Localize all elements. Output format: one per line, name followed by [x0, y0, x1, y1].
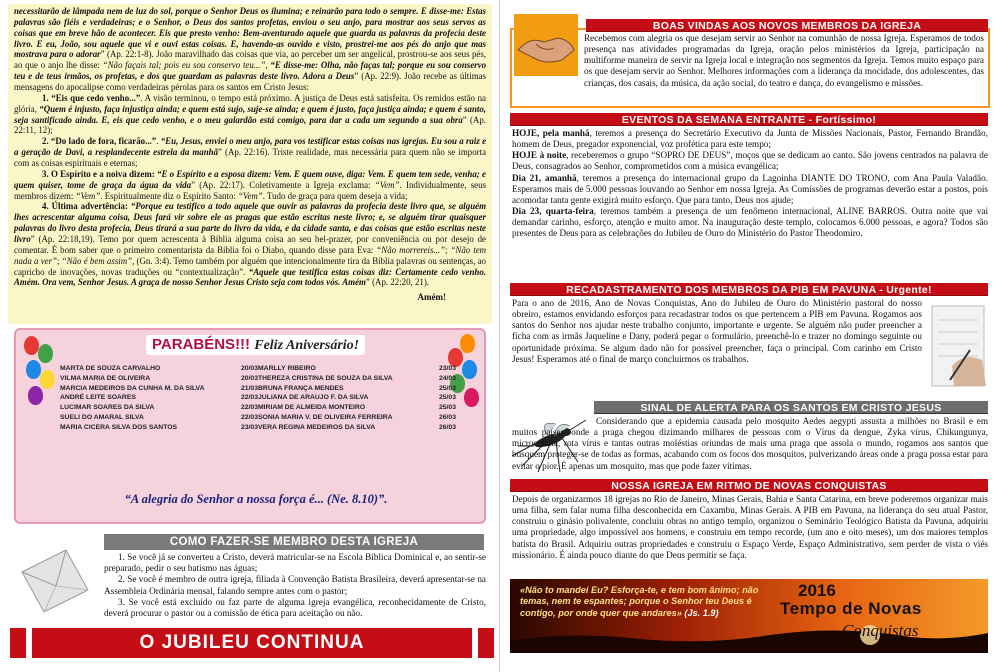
handshake-icon	[514, 14, 578, 76]
birthday-name: MARLLY RIBEIRO	[258, 365, 316, 372]
apocalipse-paragraph-2	[14, 93, 486, 136]
text-run: . A visão terminou, o tempo está próximo. A justiça de Deus está satisfeita. Os remidos estão na glória,	[14, 92, 486, 114]
birthday-row	[258, 374, 456, 384]
birthday-date: 25/03	[438, 384, 456, 392]
text-run: ” (Ap. 22:11, 12);	[14, 114, 486, 136]
birthday-name: JULIANA DE ARAUJO F. DA SILVA	[258, 394, 369, 402]
text-run: “Vem”	[75, 190, 101, 201]
events-body	[512, 128, 988, 280]
birthday-date: 20/03	[240, 365, 258, 372]
text-run: ” (Ap. 22:20, 21).	[365, 277, 430, 288]
birthday-row	[258, 384, 456, 394]
text-run: 1. “Eis que cedo venho...”	[42, 92, 141, 103]
birthday-date: 22/03	[240, 404, 258, 412]
apocalipse-paragraph-5	[14, 201, 486, 288]
apocalipse-paragraph-4	[14, 169, 486, 202]
birthday-quote: “A alegria do Senhor a nossa força é... (Ne. 8.10)”.	[124, 492, 388, 506]
text-run: “Não façais tal; pois eu sou conservo teu...”	[102, 60, 266, 71]
apocalipse-article	[8, 4, 492, 324]
text-run: necessitarão de lâmpada nem de luz do sol, porque o Senhor Deus os ilumina; e reinarão para todo o sempre. E disse-me: Estas palavras são fiéis e verdadeiras; e o Senhor, o Deus dos santos profetas, enviou o seu anjo, para mostrar aos seus servos as coisas que em breve hão de acontecer. Eis que presto venho: Bem-aventurado aquele que guarda as palavras da profecia deste livro. E eu, João, sou aquele que vi e ouvi estas coisas. E, havendo-as ouvido e visto, prostrei-me aos pés do anjo que mas mostrava para o adorar	[14, 6, 486, 60]
text-run: . Individualmente, seus membros dizem:	[14, 179, 486, 201]
text-run: “Não morrereis...”	[376, 244, 446, 255]
birthday-row	[258, 403, 456, 413]
text-run: “Não é bem assim”	[61, 255, 133, 266]
nova-title: NOSSA IGREJA EM RITMO DE NOVAS CONQUISTAS	[510, 478, 988, 492]
envelope-icon	[16, 546, 90, 616]
birthday-name: VERA REGINA MEDEIROS DA SILVA	[258, 423, 376, 431]
text-run: ” (Ap. 22:17). Coletivamente a Igreja exclama:	[191, 179, 375, 190]
text-run: ;	[445, 244, 451, 255]
text-run: ” (Ap. 22:1-8). João maravilhado das coisas que via, ao perceber um ser angelical, prostrou-se aos seus pés, ao que o anjo lhe disse:	[14, 49, 486, 71]
text-run: , teremos a presença do internacional grupo da Lagoinha DIANTE DO TRONO, com Ana Paula Valadão. Esperamos mais de 5.000 pessoas louvando ao Senhor em nossa Igreja. As Comissões de programas deverão estar a postos, pois acomodar tanta gente exigirá muito esforço. Que para tanto, Deus nos ajude;	[512, 172, 988, 205]
birthday-date: 26/03	[438, 413, 456, 421]
text-run: Dia 21, amanhã	[512, 172, 577, 183]
birthday-name: SONIA MARIA V. DE OLIVEIRA FERREIRA	[258, 413, 393, 421]
text-run: “Vem”	[374, 179, 400, 190]
text-run: 2. “Do lado de fora, ficarão...”	[42, 136, 157, 147]
alerta-text: Considerando que a epidemia causada pelo mosquito Aedes aegypti assusta a milhões no Brasil e em muitos países, onde a praga chegou dizimando milhares de pessoas com o Vírus da dengue, Zyka vírus, Chikungunya, microcefalia, rota vírus e tantas outras moléstias oriundas de mais uma praga que assola o mundo, rogamos aos santos que busquem proteger-se de todas as formas, acabando com os focos dos mosquitos, pulverizando áreas onde a praga possa estar para evitar o pior. É apenas um mosquito, mas que pode fazer vítimas.	[512, 416, 988, 471]
event-day-21	[512, 173, 988, 206]
text-run: “Quem é injusto, faça injustiça ainda; e quem está sujo, suje-se ainda; e quem é justo, faça justiça ainda; e quem é santo, seja santificado ainda. E, eis que cedo venho, e o meu galardão está comigo, para dar a cada um segundo a sua obra	[14, 103, 486, 125]
form-writing-icon	[924, 300, 990, 392]
text-run: ;	[56, 255, 62, 266]
membership-title: COMO FAZER-SE MEMBRO DESTA IGREJA	[104, 534, 484, 550]
birthday-date: 23/03	[438, 365, 456, 372]
birthday-name: THEREZA CRISTINA DE SOUZA DA SILVA	[258, 374, 393, 382]
birthday-date: 21/03	[240, 384, 258, 392]
birthday-row	[258, 423, 456, 433]
banner-title-line2: Conquistas	[842, 621, 919, 640]
text-run: “Não tem nada a ver”	[14, 244, 487, 266]
birthday-row	[60, 403, 258, 413]
text-run: ” (Ap. 22:18,19). Temo por quem acrescenta à Bíblia alguma coisa ao seu bel-prazer, por conveniência ou por desejo de comentar. É bom saber que o primeiro comentarista da Bíblia foi o Diabo, quando disse para Eva:	[14, 234, 486, 255]
text-run: ” (Ap. 22:16). Triste realidade, mas necessária para quem não se importa com as coisas espirituais e eternas;	[14, 147, 487, 169]
event-today-night	[512, 150, 988, 172]
recad-title: RECADASTRAMENTO DOS MEMBROS DA PIB EM PAVUNA - Urgente!	[510, 282, 988, 296]
balloons-left-icon	[22, 334, 58, 414]
event-day-23	[512, 206, 988, 239]
birthday-date: 22/03	[240, 413, 258, 421]
birthday-row	[60, 384, 258, 394]
text-run: “Eu, Jesus, enviei o meu anjo, para vos testificar estas coisas nas igrejas. Eu sou a raiz e a geração de Davi, a resplandecente estrela da manhã	[14, 136, 487, 158]
birthday-row	[60, 423, 258, 433]
text-run: .	[156, 136, 161, 147]
birthday-name: SUELI DO AMARAL SILVA	[60, 413, 144, 421]
birthday-date: 20/03	[240, 374, 258, 382]
welcome-title: BOAS VINDAS AOS NOVOS MEMBROS DA IGREJA	[586, 18, 988, 32]
text-run: ,	[265, 60, 271, 71]
text-run: HOJE, pela manhã	[512, 128, 590, 138]
birthday-row	[60, 393, 258, 403]
text-run: “Porque eu testifico a todo aquele que ouvir as palavras da profecia deste livro que, se alguém lhes acrescentar alguma coisa, Deus fará vir sobre ele as pragas que estão escritas neste livro; e, se alguém tirar quaisquer palavras do livro desta profecia, Deus tirará a sua parte do livro da vida, e da cidade santa, e das coisas que estão escritas neste livro	[14, 201, 486, 245]
birthday-date: 25/03	[438, 394, 456, 402]
text-run: 4. Última advertência:	[42, 201, 131, 212]
banner-year: 2016	[798, 581, 836, 600]
text-run: “Vem”	[238, 190, 263, 201]
tempo-banner	[510, 579, 988, 653]
text-run: 3. O Espírito e a noiva dizem:	[42, 168, 158, 179]
birthday-list-1	[60, 364, 258, 433]
birthday-row	[258, 413, 456, 423]
right-page	[500, 0, 1000, 672]
text-run: , teremos também a presença de um fenômeno internacional, ALINE BARROS. Outra noite que vai demandar carinho, esforço, atenção e muito amor. Na inauguração deste templo, colocamos 6.000 pessoas, e agora? Todos são presentes de Deus para as celebrações do Jubileu de Ouro do Ministério do Pastor Theodomiro.	[512, 205, 988, 239]
text-run: ” (Ap. 22:9). João recebe as últimas mensagens do apocalipse como verdadeiras pérolas para os santos em Cristo Jesus:	[14, 71, 486, 93]
event-today-morning	[512, 128, 988, 150]
membership-body	[104, 552, 486, 619]
jubileu-banner: O JUBILEU CONTINUA	[32, 628, 472, 658]
birthday-row	[60, 364, 258, 374]
membership-section	[8, 534, 492, 626]
birthday-name: MARIA CICERA SILVA DOS SANTOS	[60, 423, 178, 431]
membership-item-1: 1. Se você já se converteu a Cristo, deverá matricular-se na Escola Bíblica Dominical e, ao sentir-se preparado, pedir o seu batismo nas águas;	[104, 552, 486, 574]
banner-title-line1: Tempo de Novas	[780, 599, 922, 618]
apocalipse-paragraph-1	[14, 6, 486, 93]
text-run: , teremos a presença do Secretário Executivo da Junta de Missões Nacionais, Pastor, Fernando Brandão, homem de Deus, pregador exponencial, voz profética para este tempo;	[512, 128, 988, 150]
birthday-name: MIRIAM DE ALMEIDA MONTEIRO	[258, 404, 366, 412]
birthday-name: MARCIA MEDEIROS DA CUNHA M. DA SILVA	[60, 384, 205, 392]
membership-item-2: 2. Se você é membro de outra igreja, filiada à Convenção Batista Brasileira, deverá apresentar-se na Assembleia Ordinária mensal, falando sempre antes com o pastor;	[104, 574, 486, 596]
text-run: , receberemos o grupo “SOPRO DE DEUS”, moços que se dedicam ao canto. São jovens centrados na palavra de Deus, consagrados ao Senhor, comprometidos com a música evangélica;	[512, 150, 988, 172]
birthday-title: PARABÉNS!!! Feliz Aniversário!	[146, 335, 365, 355]
birthday-row	[60, 413, 258, 423]
verse-text: «Não to mandei Eu? Esforça-te, e tem bom ânimo; não temas, nem te espantes; porque o Senhor teu Deus é contigo, por onde quer que andares» (Js. 1.9)	[520, 585, 759, 618]
text-run: . Tudo de graça para quem deseja a vida;	[262, 190, 408, 201]
birthday-row	[258, 393, 456, 403]
text-run: “Aquele que testifica estas coisas diz: Certamente cedo venho. Amém. Ora vem, Senhor Jesus. A graça de nosso Senhor Jesus Cristo seja com todos vós. Amém	[14, 266, 486, 288]
birthday-date: 26/03	[438, 423, 456, 431]
birthday-date: 25/03	[438, 404, 456, 412]
text-run: “E disse-me: Olha, não faças tal; porque eu sou conservo teu e de teus irmãos, os profetas, e dos que guardam as palavras deste livro. Adora a Deus	[14, 60, 487, 82]
birthday-date: 23/03	[240, 423, 258, 431]
text-run: “E o Espírito e a esposa dizem: Vem. E quem ouve, diga: Vem. E quem tem sede, venha; e quem quiser, tome de graça da água da vida	[14, 168, 486, 190]
events-title: EVENTOS DA SEMANA ENTRANTE - Fortíssimo!	[510, 112, 988, 126]
birthday-name: LUCIMAR SOARES DA SILVA	[60, 404, 155, 412]
welcome-text: Recebemos com alegria os que desejam servir ao Senhor na comunhão de nossa Igreja. Esperamos de todos presença nas atividades programadas da Igreja, oração pelos ministérios da Igreja, participação na multiforme maneira de servir na Igreja local e integração nos segmentos da Igreja. Temos muito espaço para os que desejam servir ao Senhor. Melhores informações com a liderança da mocidade, dos adolescentes, das crianças, dos casais, da música, da ação social, do teatro e dança, do evangelismo e missões.	[584, 33, 984, 88]
amem-closing: Amém!	[417, 292, 446, 303]
birthday-box	[14, 328, 486, 524]
birthday-name: ANDRÉ LEITE SOARES	[60, 394, 136, 402]
text-run: Dia 23, quarta-feira	[512, 205, 594, 216]
recad-text: Para o ano de 2016, Ano de Novas Conquistas, Ano do Jubileu de Ouro do Ministério pastoral do nosso obreiro, estamos envidando esforços para recadastrar todos os que pertencem a PIB em Pavuna. Rogamos aos santos do Senhor nos ajudar neste trabalho conjunto, importante e urgente. Se alguém não puder preencher a ficha com as irmãs Jaqueline e Dany, poderá pegar o formulário, preenchê-lo e trazer no domingo seguinte ou oportunidade próxima. Se algum dado não for possível preencher, faça o principal. Com carinho em Cristo Jesus! Esperamos até o final de março concluirmos os trabalhos.	[512, 298, 922, 364]
birthday-name: VILMA MARIA DE OLIVEIRA	[60, 374, 151, 382]
birthday-date: 24/03	[438, 374, 456, 382]
alerta-title: SINAL DE ALERTA PARA OS SANTOS EM CRISTO JESUS	[594, 400, 988, 414]
birthday-name: MARTA DE SOUZA CARVALHO	[60, 365, 161, 372]
text-run: HOJE à noite	[512, 150, 567, 161]
text-run: , (Gn. 3:4). Temo também por alguém que intencionalmente tira da Bíblia palavras ou sentenças, ao capricho de inovações, novas traduções ou “contextualização”.	[14, 255, 486, 277]
birthday-list-2	[258, 364, 456, 433]
text-run: . Espiritualmente diz o Espírito Santo:	[100, 190, 239, 201]
membership-item-3: 3. Se você está excluído ou faz parte de alguma igreja evangélica, reconhecidamente de Cristo, deverá procurar o pastor ou a comissão de ética para aceitação ou não.	[104, 596, 486, 619]
apocalipse-paragraph-3	[14, 136, 486, 169]
birthday-date: 22/03	[240, 394, 258, 402]
birthday-name: BRUNA FRANÇA MENDES	[258, 384, 344, 392]
nova-text: Depois de organizarmos 18 igrejas no Rio de Janeiro, Minas Gerais, Bahia e Santa Catarina, em breve poderemos organizar mais uma filha, sem falar numa filha desconhecida em Caxambu, Minas Gerais. A PIB em Pavuna, na liderança do seu atual Pastor, construiu o ginásio polivalente, concluiu obras no antigo templo, organizou o Seminário Teológico Batista da Pavuna, adquiriu uma propriedade, algo impossível aos homens, e construiu em tempo recorde, (um ano e oito meses), um dos maiores templos batista do Brasil. Adquiriu outras propriedades e construiu o Espaço Verde, Espaço Administrativo, sem perder de vista o viés missionário. É ainda pouco diante do que Deus permitir se faça.	[512, 494, 988, 560]
birthday-row	[258, 364, 456, 374]
birthday-row	[60, 374, 258, 384]
